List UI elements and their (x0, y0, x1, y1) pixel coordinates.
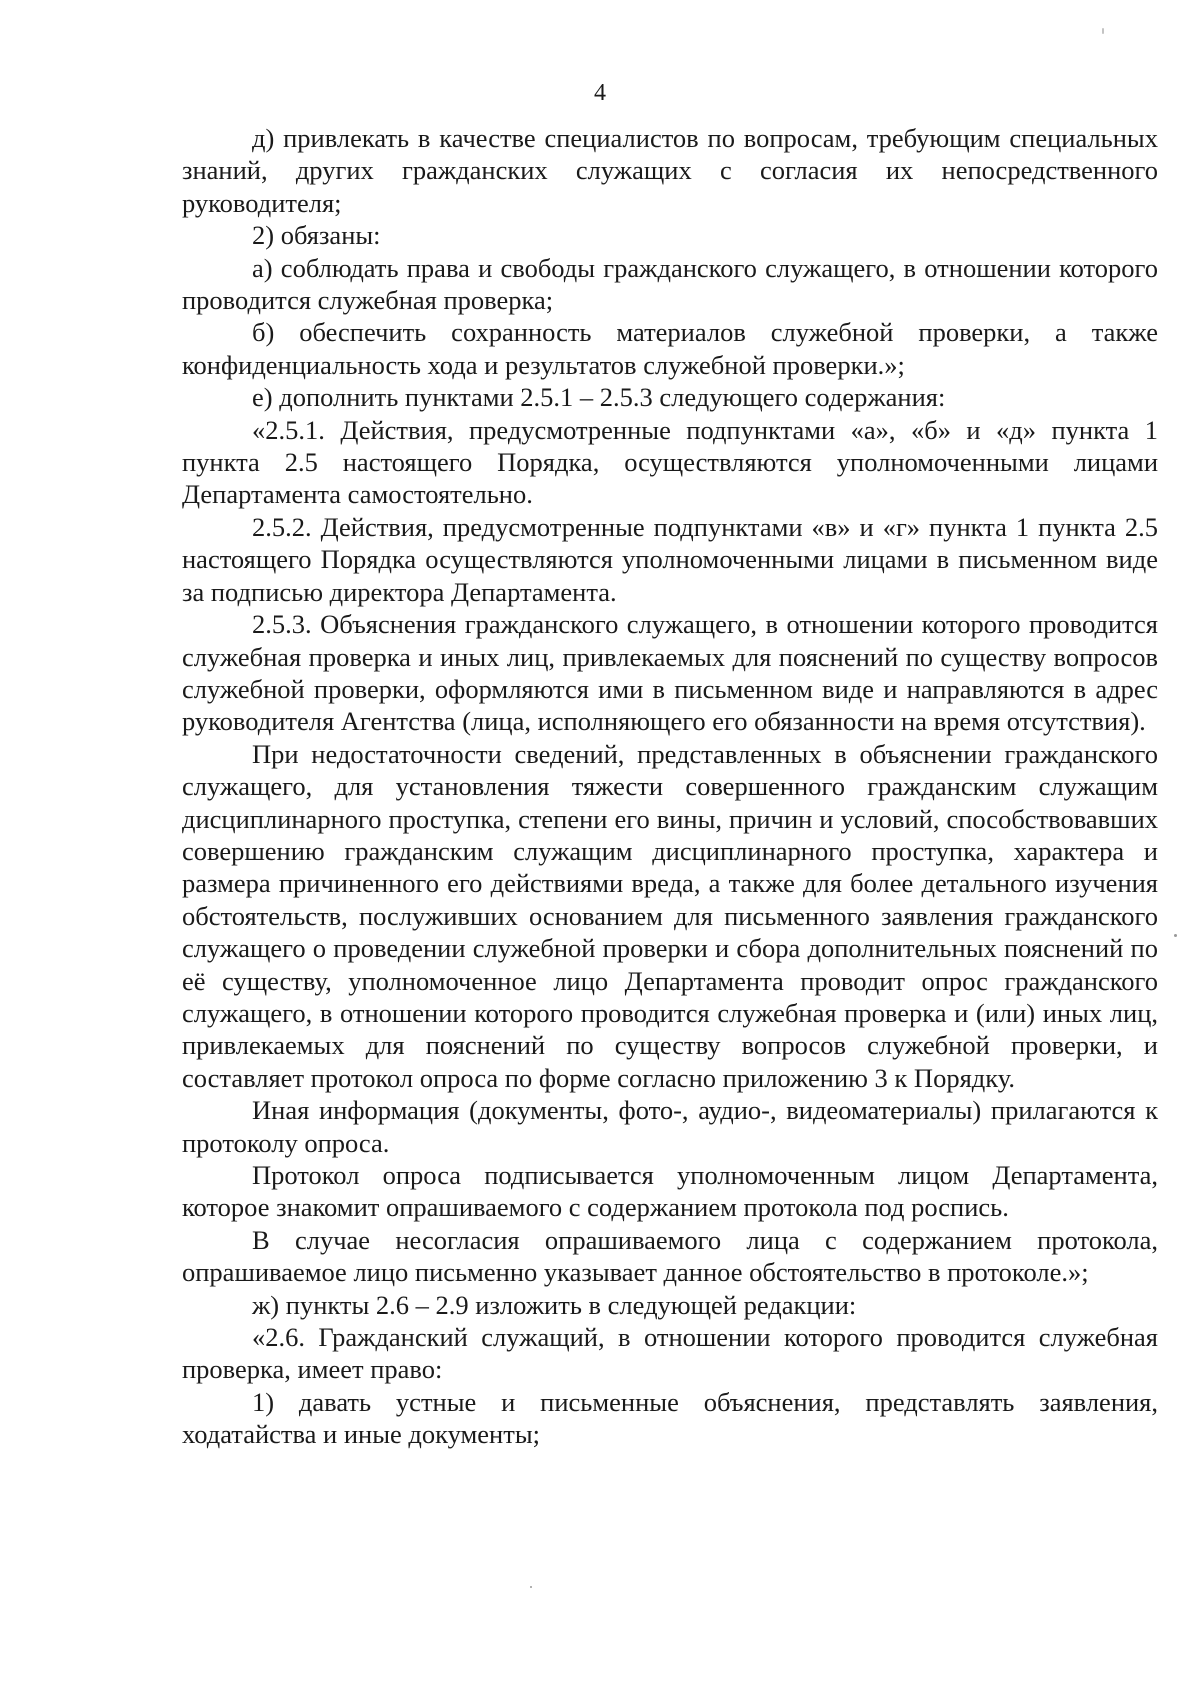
paragraph-zh-points: ж) пункты 2.6 – 2.9 изложить в следующей редакции: (252, 1289, 857, 1320)
paragraph-insufficient-info: При недостаточности сведений, представленных в объяснении гражданского служащего, для установления тяжести совершенного гражданским служащим дисциплинарного проступка, степени его вины, причин и условий, способствовавших совершению гражданским служащим дисциплинарного проступка, характера и размера причиненного его действиями вреда, а также для более детального изучения обстоятельств, послуживших основанием для письменного заявления гражданского служащего о проведении служебной проверки и сбора дополнительных пояснений по её существу, уполномоченное лицо Департамента проводит опрос гражданского служащего, в отношении которого проводится служебная проверка и (или) иных лиц, привлекаемых для пояснений по существу вопросов служебной проверки, и составляет протокол опроса по форме согласно приложению 3 к Порядку. (182, 738, 1158, 1093)
paragraph-2-5-2: 2.5.2. Действия, предусмотренные подпунктами «в» и «г» пункта 1 пункта 2.5 настоящего Порядка осуществляются уполномоченными лицами в письменном виде за подписью директора Департамента. (182, 511, 1158, 607)
page-number: 4 (594, 80, 606, 106)
paragraph-b-ensure-safety: б) обеспечить сохранность материалов служебной проверки, а также конфиденциальность хода и результатов служебной проверки.»; (182, 317, 1158, 380)
paragraph-2-6: «2.6. Гражданский служащий, в отношении которого проводится служебная проверка, имеет право: (182, 1322, 1158, 1385)
paragraph-a-respect-rights: а) соблюдать права и свободы гражданского служащего, в отношении которого проводится служебная проверка; (182, 252, 1158, 316)
paragraph-2-5-1: «2.5.1. Действия, предусмотренные подпунктами «а», «б» и «д» пункта 1 пункта 2.5 настоящего Порядка, осуществляются уполномоченными лицами Департамента самостоятельно. (182, 414, 1158, 510)
scan-speck (1174, 934, 1177, 937)
scan-speck (530, 1586, 532, 1588)
paragraph-d-attract-specialists: д) привлекать в качестве специалистов по вопросам, требующим специальных знаний, других гражданских служащих с согласия их непосредственного руководителя; (182, 123, 1158, 218)
paragraph-2-obliged: 2) обязаны: (252, 220, 381, 251)
paragraph-protocol-signing: Протокол опроса подписывается уполномоченным лицом Департамента, которое знакомит опрашиваемого с содержанием протокола под роспись. (182, 1160, 1158, 1223)
paragraph-2-6-item-1: 1) давать устные и письменные объяснения, представлять заявления, ходатайства и иные документы; (182, 1386, 1158, 1450)
paragraph-disagreement: В случае несогласия опрашиваемого лица с содержанием протокола, опрашиваемое лицо письменно указывает данное обстоятельство в протоколе.»; (182, 1224, 1158, 1288)
scan-speck (1102, 28, 1104, 34)
paragraph-2-5-3: 2.5.3. Объяснения гражданского служащего, в отношении которого проводится служебная проверка и иных лиц, привлекаемых для пояснений по существу вопросов служебной проверки, оформляются ими в письменном виде и направляются в адрес руководителя Агентства (лица, исполняющего его обязанности на время отсутствия). (182, 609, 1158, 737)
document-body (182, 122, 1158, 1451)
paragraph-other-info: Иная информация (документы, фото-, аудио-, видеоматериалы) прилагаются к протоколу опроса. (182, 1095, 1158, 1158)
paragraph-e-add-points: е) дополнить пунктами 2.5.1 – 2.5.3 следующего содержания: (252, 382, 946, 413)
